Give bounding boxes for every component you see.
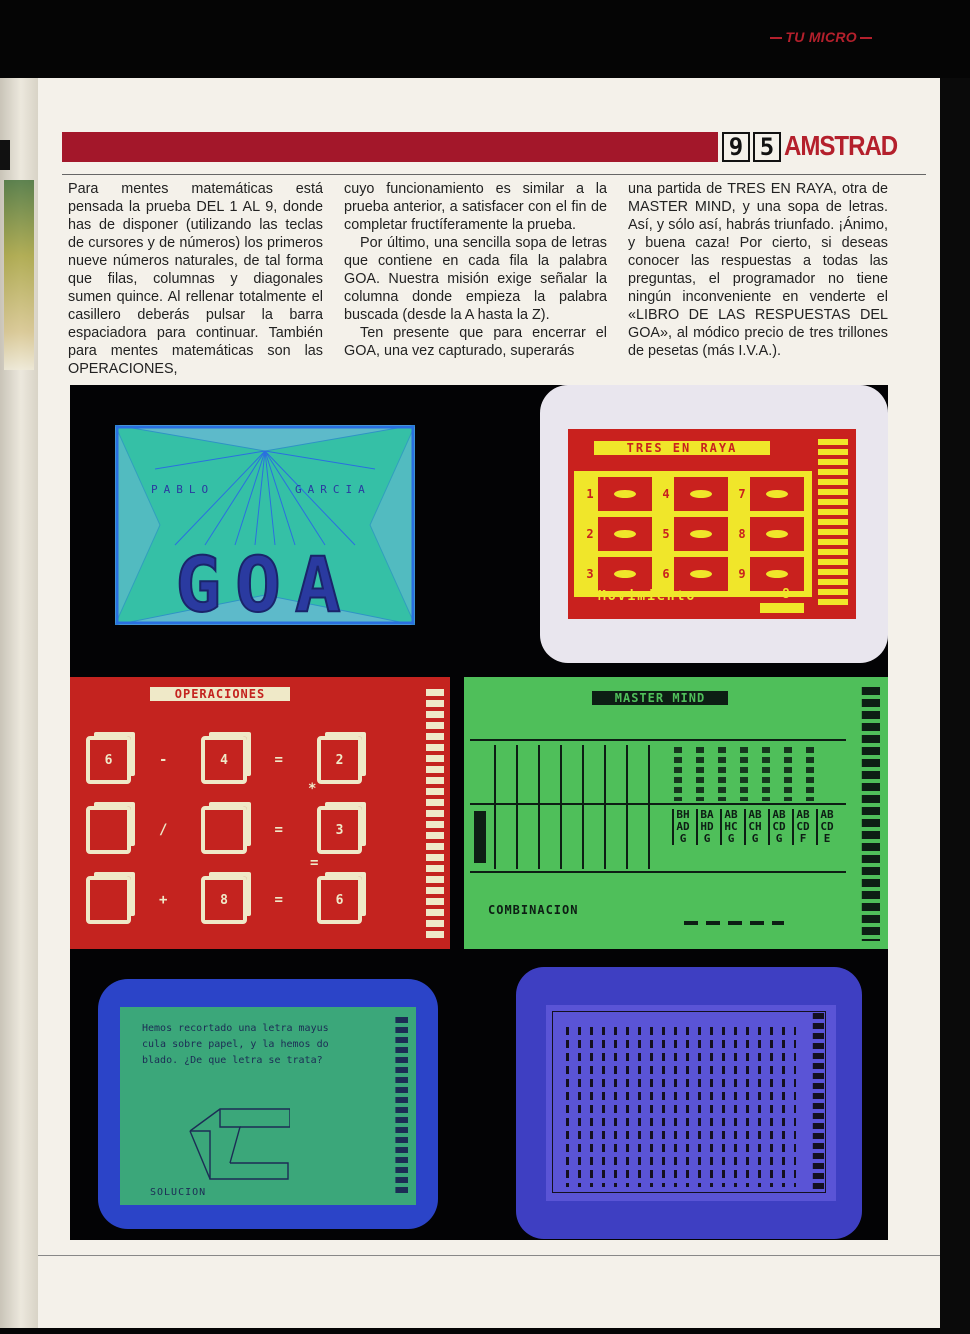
page-digit: 9 xyxy=(722,132,750,162)
tres-en-raya-board xyxy=(574,471,812,597)
goa-logo: GOA xyxy=(175,540,355,625)
timer-bar xyxy=(414,689,444,939)
sopa-de-letras-screen xyxy=(516,967,862,1239)
letter-column: ABCHG xyxy=(744,809,762,845)
operaciones-title: OPERACIONES xyxy=(150,687,290,701)
timer-bar xyxy=(390,1017,408,1193)
master-mind-screen xyxy=(464,677,888,949)
result-box: 2 xyxy=(317,736,362,784)
operaciones-screen xyxy=(70,677,450,949)
combination-slots xyxy=(684,921,784,925)
board-cell[interactable]: 6 xyxy=(658,557,728,591)
letter-column: BHADG xyxy=(672,809,690,845)
adivinanza-screen xyxy=(98,979,438,1229)
folded-letter-figure xyxy=(180,1103,290,1183)
goa-title-screen xyxy=(115,425,415,625)
page-number xyxy=(722,132,781,162)
letter-column: ABCDG xyxy=(768,809,786,845)
board-cell[interactable]: 7 xyxy=(734,477,804,511)
paragraph: Por último, una sencilla sopa de letras que contiene en cada fila la palabra GOA. Nuestra misión exige señalar la columna donde empieza la palabra buscada (desde la A hasta la Z). xyxy=(344,235,607,323)
result-box: 3 xyxy=(317,806,362,854)
number-box[interactable]: 6 xyxy=(86,736,131,784)
mark-asterisk: * xyxy=(308,781,317,797)
combinacion-label: COMBINACION xyxy=(488,903,579,917)
spine-tab xyxy=(0,140,10,170)
solucion-label: SOLUCION xyxy=(150,1187,207,1198)
number-box[interactable]: 4 xyxy=(201,736,246,784)
number-box[interactable] xyxy=(86,806,131,854)
equation-row: / = 3 xyxy=(82,795,402,865)
equation-row: + 8 = 6 xyxy=(82,865,402,935)
master-mind-title: MASTER MIND xyxy=(592,691,728,705)
letter-column: ABCDF xyxy=(792,809,810,845)
score-pegs xyxy=(674,747,824,801)
result-box: 6 xyxy=(317,876,362,924)
brand-title: AMSTRAD xyxy=(784,130,898,161)
board-cell[interactable]: 3 xyxy=(582,557,652,591)
author-last-name: GARCIA xyxy=(295,483,371,496)
header-rule xyxy=(62,174,926,175)
score-blocks xyxy=(760,603,804,613)
letter-column: ABCDE xyxy=(816,809,834,845)
paragraph: cuyo funcionamiento es similar a la prueba anterior, a satisfacer con el fin de completar fructíferamente la prueba. xyxy=(344,181,607,233)
move-value: 8 xyxy=(782,587,790,602)
riddle-text: Hemos recortado una letra mayus cula sobre papel, y la hemos do blado. ¿De que letra se trata? xyxy=(142,1023,329,1066)
number-box[interactable] xyxy=(86,876,131,924)
paragraph: Ten presente que para encerrar el GOA, una vez capturado, superarás xyxy=(344,325,607,359)
board-cell[interactable]: 5 xyxy=(658,517,728,551)
header-red-bar xyxy=(62,132,718,162)
paragraph: Para mentes matemáticas está pensada la prueba DEL 1 AL 9, donde has de disponer (utilizando las teclas de cursores y de números) los primeros nueve números naturales, de tal forma que filas, columnas y diagonales sumen quince. Al rellenar totalmente el casillero deberás pulsar la barra espaciadora para continuar. También para mentes matemáticas son las OPERACIONES, xyxy=(68,181,323,377)
move-label: Movimiento xyxy=(598,589,697,604)
article-column-3 xyxy=(628,180,888,360)
magazine-page xyxy=(38,78,940,1328)
number-box[interactable]: 8 xyxy=(201,876,246,924)
number-box[interactable] xyxy=(201,806,246,854)
article-column-1 xyxy=(68,180,323,378)
letter-column: ABHCG xyxy=(720,809,738,845)
letter-column: BAHDG xyxy=(696,809,714,845)
mark-equals: = xyxy=(310,855,319,871)
letter-columns xyxy=(672,809,834,845)
board-cell[interactable]: 9 xyxy=(734,557,804,591)
board-cell[interactable]: 2 xyxy=(582,517,652,551)
equation-row: 6 - 4 = 2 xyxy=(82,725,402,795)
article-column-2 xyxy=(344,180,607,360)
previous-page-edge xyxy=(4,180,34,370)
board-cell[interactable]: 4 xyxy=(658,477,728,511)
author-first-name: PABLO xyxy=(151,483,215,496)
paragraph: una partida de TRES EN RAYA, otra de MASTER MIND, y una sopa de letras. Así, y sólo así, habrás triunfado. ¡Ánimo, y buena caza! Por cierto, si deseas conocer las respuestas a todas las preguntas, el programador no tiene ningún inconveniente en venderte el «LIBRO DE LAS RESPUESTAS DEL GOA», al módico precio de tres trillones de pesetas (más I.V.A.). xyxy=(628,181,888,359)
screenshot-collage xyxy=(70,385,888,1240)
tres-en-raya-screen xyxy=(540,385,888,663)
timer-bar xyxy=(818,439,848,609)
tres-en-raya-title: TRES EN RAYA xyxy=(594,441,770,455)
footer-rule xyxy=(38,1255,940,1256)
board-cell[interactable]: 1 xyxy=(582,477,652,511)
timer-bar xyxy=(854,687,880,941)
letter-grid xyxy=(566,1027,796,1187)
board-cell[interactable]: 8 xyxy=(734,517,804,551)
page-digit: 5 xyxy=(753,132,781,162)
page-edge-right xyxy=(940,78,970,1334)
section-label: TU MICRO xyxy=(752,29,872,45)
guess-columns xyxy=(494,745,664,869)
cursor-block xyxy=(474,811,486,863)
